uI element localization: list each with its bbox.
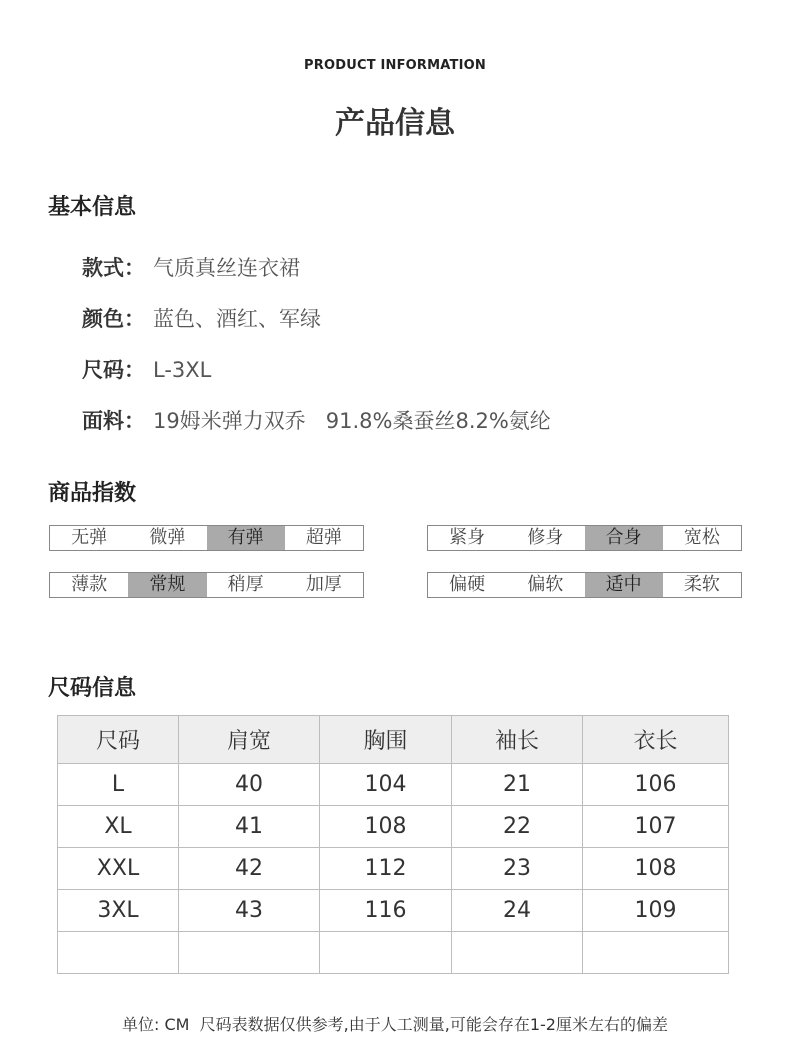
section-eyebrow: PRODUCT INFORMATION: [304, 58, 486, 73]
table-cell: 42: [179, 848, 320, 890]
table-cell: XL: [58, 806, 179, 848]
table-cell: L: [58, 764, 179, 806]
page-title: 产品信息: [335, 106, 455, 141]
table-cell: [452, 932, 583, 974]
table-cell: 41: [179, 806, 320, 848]
elasticity-scale: [49, 525, 364, 551]
info-label: 颜色：: [82, 307, 145, 331]
info-row-size: [82, 355, 211, 385]
info-value: 蓝色、酒红、军绿: [153, 307, 321, 331]
scale-option: 紧身: [449, 527, 486, 548]
table-cell: 112: [320, 848, 452, 890]
scale-option: 适中: [585, 573, 663, 597]
scale-option: 宽松: [683, 527, 720, 548]
table-cell: 43: [179, 890, 320, 932]
table-cell: [58, 932, 179, 974]
scale-option: 超弹: [305, 527, 342, 548]
info-row-style: [82, 253, 300, 283]
table-cell: 22: [452, 806, 583, 848]
table-cell: [320, 932, 452, 974]
table-row: [58, 932, 729, 974]
scale-option: 薄款: [71, 574, 108, 595]
fit-scale: [427, 525, 742, 551]
scale-option: 微弹: [149, 527, 186, 548]
table-cell: XXL: [58, 848, 179, 890]
table-row: [58, 806, 729, 848]
table-row: [58, 848, 729, 890]
scale-option: 常规: [128, 573, 206, 597]
table-cell: [179, 932, 320, 974]
column-header: 肩宽: [179, 716, 320, 764]
table-cell: 23: [452, 848, 583, 890]
column-header: 衣长: [583, 716, 729, 764]
table-cell: 116: [320, 890, 452, 932]
size-table: [57, 715, 729, 974]
info-label: 款式：: [82, 256, 145, 280]
scale-option: 有弹: [207, 526, 285, 550]
product-index-title: 商品指数: [48, 481, 137, 506]
scale-option: 加厚: [305, 574, 342, 595]
info-value: 19姆米弹力双乔 91.8%桑蚕丝8.2%氨纶: [153, 409, 551, 433]
info-label: 面料：: [82, 409, 145, 433]
table-cell: 108: [320, 806, 452, 848]
scale-option: 稍厚: [227, 574, 264, 595]
info-value: 气质真丝连衣裙: [153, 256, 300, 280]
table-row: [58, 764, 729, 806]
basic-info-title: 基本信息: [48, 195, 137, 220]
scale-option: 修身: [527, 527, 564, 548]
scale-option: 柔软: [683, 574, 720, 595]
table-cell: 109: [583, 890, 729, 932]
size-footnote: 单位: CM 尺码表数据仅供参考,由于人工测量,可能会存在1-2厘米左右的偏差: [122, 1015, 668, 1034]
info-row-color: [82, 304, 321, 334]
info-label: 尺码：: [82, 358, 145, 382]
size-info-title: 尺码信息: [48, 676, 137, 701]
scale-option: 偏软: [527, 574, 564, 595]
column-header: 胸围: [320, 716, 452, 764]
table-cell: 40: [179, 764, 320, 806]
info-row-fabric: [82, 406, 551, 436]
softness-scale: [427, 572, 742, 598]
column-header: 尺码: [58, 716, 179, 764]
table-cell: 21: [452, 764, 583, 806]
table-cell: 106: [583, 764, 729, 806]
table-cell: [583, 932, 729, 974]
table-cell: 104: [320, 764, 452, 806]
scale-option: 无弹: [71, 527, 108, 548]
table-cell: 24: [452, 890, 583, 932]
table-cell: 3XL: [58, 890, 179, 932]
table-cell: 107: [583, 806, 729, 848]
info-value: L-3XL: [153, 358, 212, 382]
column-header: 袖长: [452, 716, 583, 764]
table-row: [58, 890, 729, 932]
scale-option: 偏硬: [449, 574, 486, 595]
scale-option: 合身: [585, 526, 663, 550]
thickness-scale: [49, 572, 364, 598]
table-cell: 108: [583, 848, 729, 890]
table-header-row: [58, 716, 729, 764]
